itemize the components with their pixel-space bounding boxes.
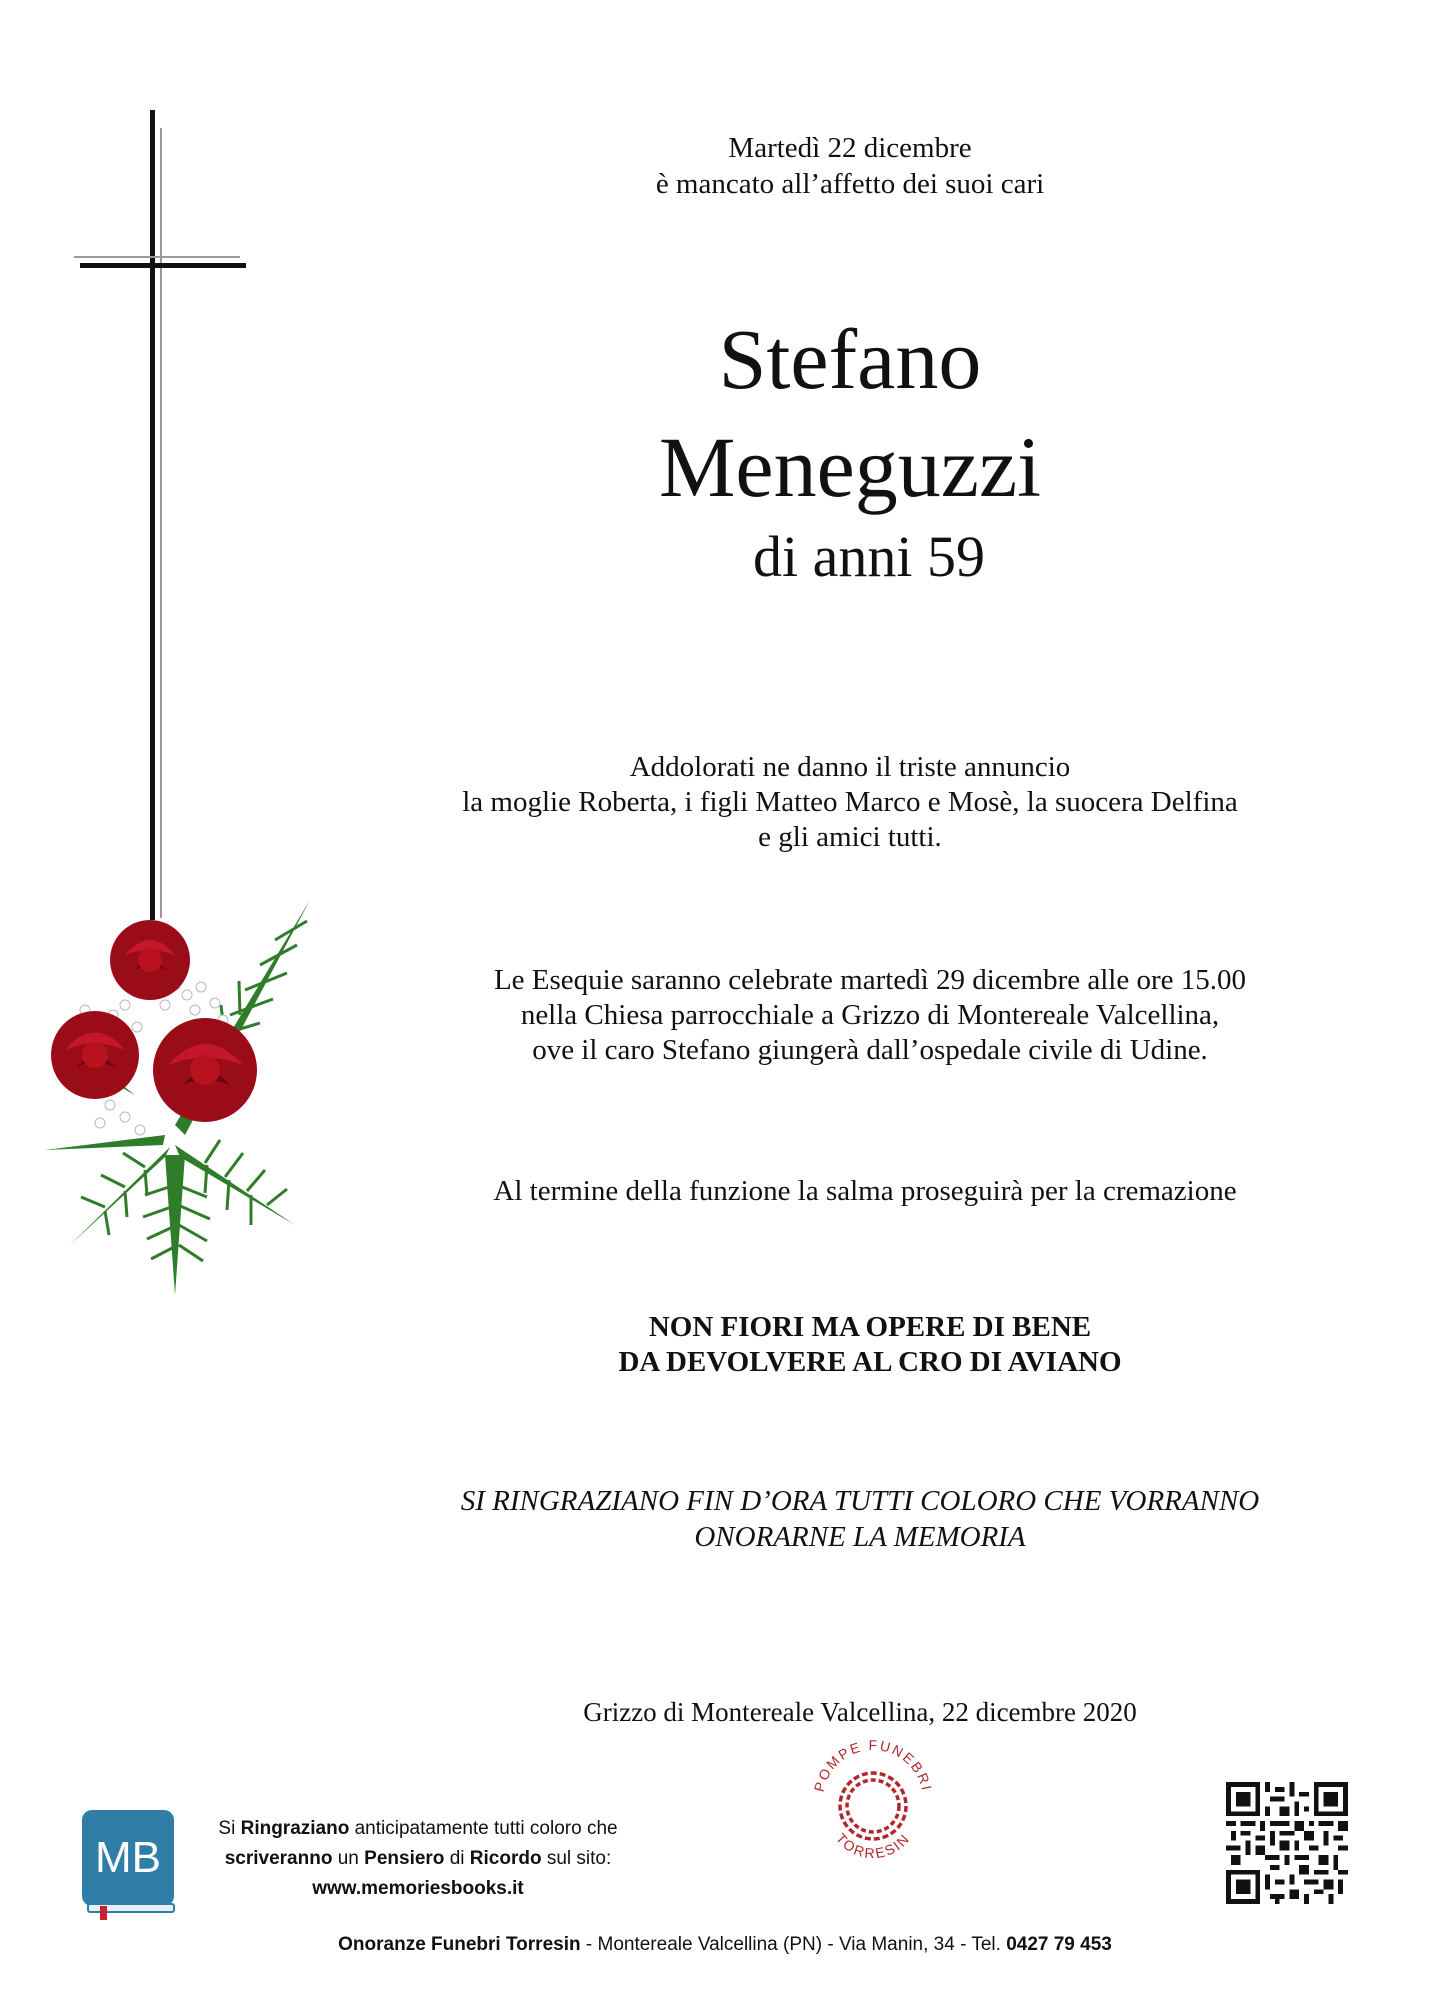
funeral-line: Le Esequie saranno celebrate martedì 29 dicembre alle ore 15.00 [493, 964, 1247, 996]
funeral-line: ove il caro Stefano giungerà dall’ospedale civile di Udine. [532, 1034, 1208, 1066]
thanks-line: SI RINGRAZIANO FIN D’ORA TUTTI COLORO CHE VORRANNO [460, 1485, 1260, 1517]
memories-line2: scriveranno un Pensiero di Ricordo sul sito: [224, 1848, 612, 1869]
svg-text:MB: MB [95, 1833, 161, 1882]
memories-message [208, 1814, 628, 1904]
footer-address: - Montereale Valcellina (PN) - Via Manin, 34 - Tel. [580, 1934, 1007, 1955]
funeral-line: nella Chiesa parrocchiale a Grizzo di Montereale Valcellina, [520, 999, 1220, 1031]
footer-contact [250, 1932, 1200, 1958]
family-line: Addolorati ne danno il triste annuncio [629, 751, 1071, 783]
memories-line1: Si Ringraziano anticipatamente tutti coloro che [218, 1818, 618, 1839]
funeral-details [390, 963, 1350, 1068]
last-name: Meneguzzi [658, 419, 1042, 515]
svg-text:TORRESIN: TORRESIN [832, 1829, 914, 1862]
donations-line: NON FIORI MA OPERE DI BENE [648, 1311, 1092, 1343]
deceased-age: di anni 59 [753, 524, 985, 589]
family-line: la moglie Roberta, i figli Matteo Marco e Mosè, la suocera Delfina [462, 786, 1238, 818]
memoriesbooks-logo [80, 1808, 180, 1920]
memories-url[interactable]: www.memoriesbooks.it [312, 1878, 524, 1899]
svg-text:POMPE FUNEBRI: POMPE FUNEBRI [810, 1736, 936, 1794]
cross-vertical-shadow [160, 128, 162, 918]
cremation-note: Al termine della funzione la salma proseguirà per la cremazione [493, 1175, 1237, 1207]
deceased-name [560, 305, 1140, 521]
intro-text [560, 130, 1140, 202]
cross-horizontal-shadow [74, 256, 240, 258]
thanks-note [330, 1483, 1390, 1555]
donations-note [420, 1310, 1320, 1380]
cross-vertical-bar [150, 110, 155, 920]
intro-phrase: è mancato all’affetto dei suoi cari [655, 168, 1045, 200]
thanks-line: ONORARNE LA MEMORIA [694, 1521, 1026, 1553]
rose-bouquet-icon [25, 895, 325, 1295]
family-announcement [360, 750, 1340, 855]
place-date: Grizzo di Montereale Valcellina, 22 dicembre 2020 [583, 1697, 1137, 1727]
cross-horizontal-bar [80, 263, 246, 268]
footer-phone: 0427 79 453 [1006, 1934, 1112, 1955]
footer-company: Onoranze Funebri Torresin [338, 1934, 581, 1955]
family-line: e gli amici tutti. [758, 821, 942, 853]
pompe-funebri-logo [805, 1730, 940, 1870]
donations-line: DA DEVOLVERE AL CRO DI AVIANO [618, 1346, 1122, 1378]
intro-date: Martedì 22 dicembre [728, 132, 972, 164]
first-name: Stefano [718, 311, 982, 407]
qr-code-icon[interactable] [1226, 1782, 1348, 1904]
